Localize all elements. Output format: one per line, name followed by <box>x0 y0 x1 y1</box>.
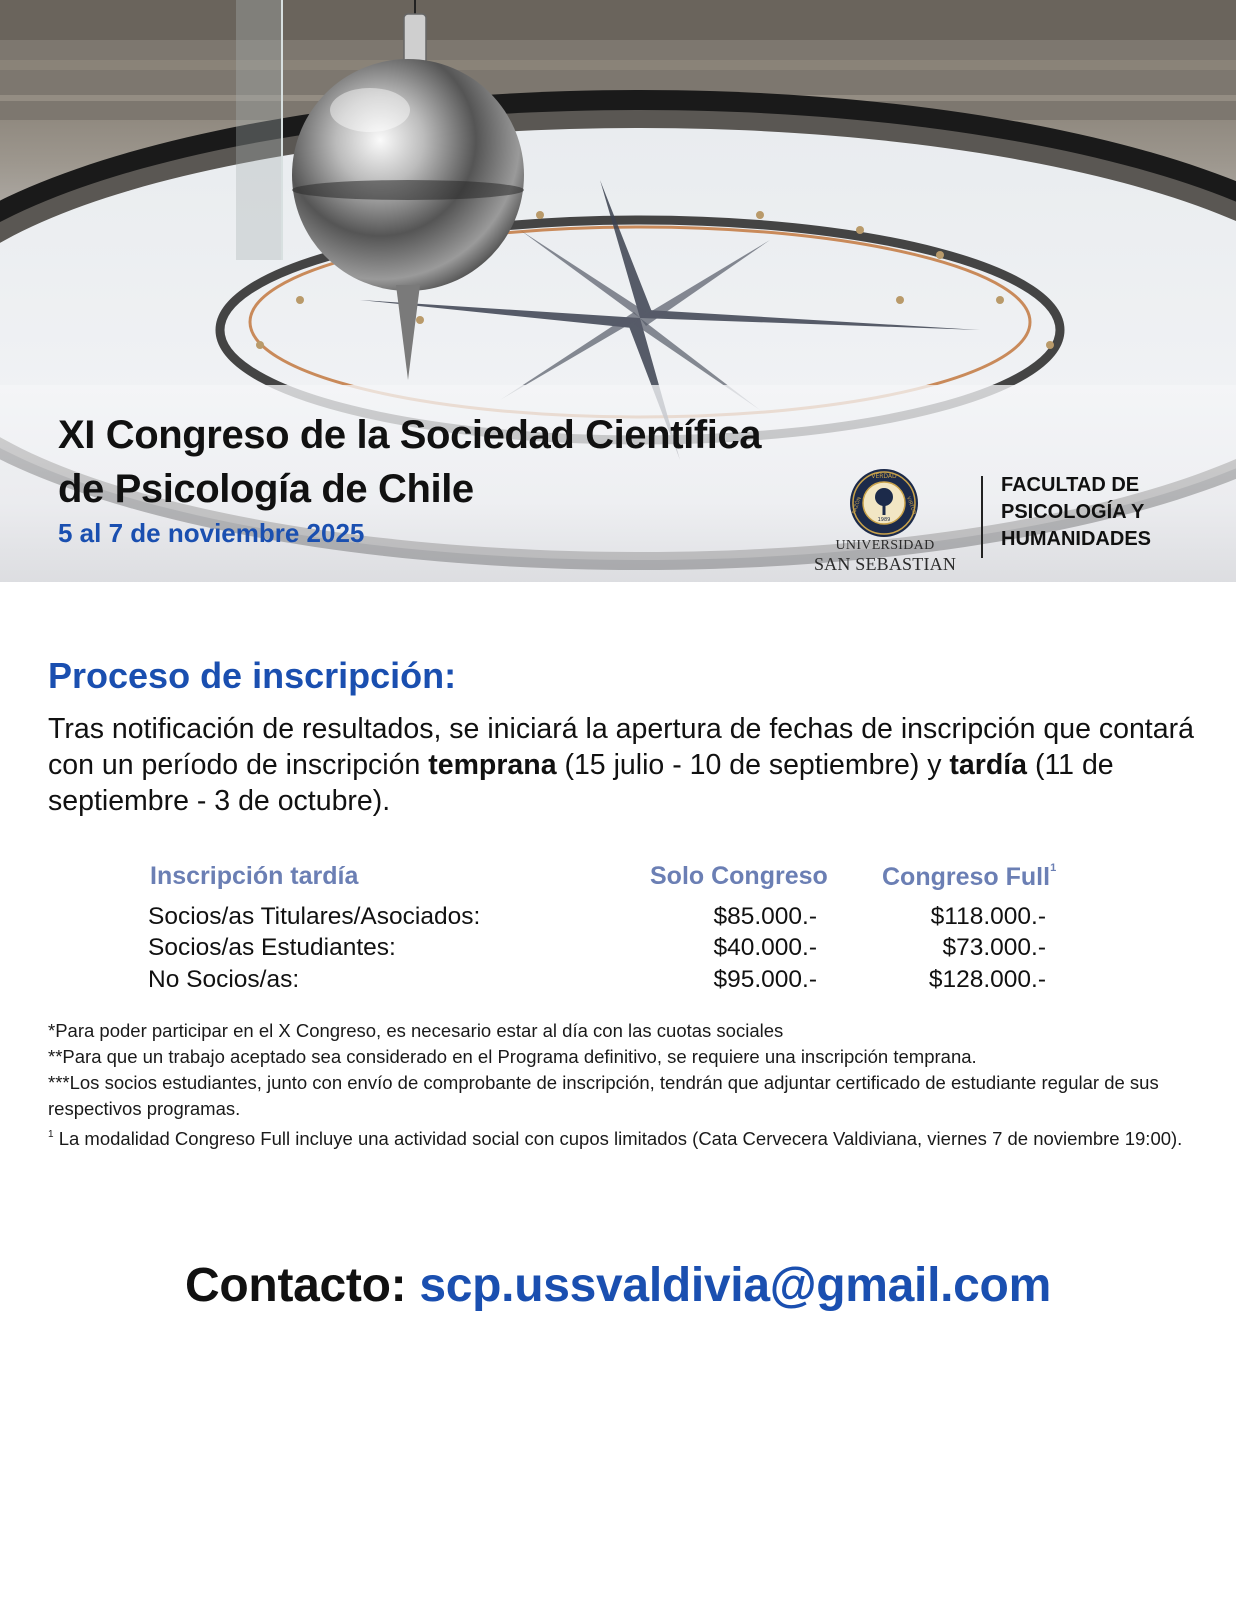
intro-text-2: (15 julio - 10 de septiembre) y <box>556 749 950 781</box>
university-name <box>800 537 970 573</box>
table-header-solo: Solo Congreso <box>650 862 828 890</box>
row-label: Socios/as Estudiantes: <box>148 934 396 961</box>
footnotes <box>48 1018 1198 1152</box>
title-line-2: de Psicología de Chile <box>58 467 474 511</box>
table-header-category: Inscripción tardía <box>150 862 359 890</box>
note-early-registration: **Para que un trabajo aceptado sea considerado en el Programa definitivo, se requiere una inscripción temprana. <box>48 1046 977 1067</box>
header-banner <box>0 0 1236 582</box>
registration-heading: Proceso de inscripción: <box>48 655 457 696</box>
row-label: No Socios/as: <box>148 966 300 993</box>
logo-divider <box>981 476 983 558</box>
note-congreso-full-text: La modalidad Congreso Full incluye una actividad social con cupos limitados (Cata Cervecera Valdiviana, viernes 7 de noviembre 19:00). <box>53 1128 1183 1149</box>
contact-line <box>0 1258 1236 1313</box>
event-dates: 5 al 7 de noviembre 2025 <box>58 518 365 548</box>
page-title <box>58 408 858 516</box>
intro-text-3: (11 de septiembre - 3 de octubre). <box>48 749 1114 817</box>
seal-year: 1989 <box>877 517 891 523</box>
table-header-full-footnote: 1 <box>1050 862 1057 874</box>
university-name-line-2: SAN SEBASTIAN <box>813 554 957 574</box>
price-solo: $40.000.- <box>713 934 817 961</box>
row-label: Socios/as Titulares/Asociados: <box>148 903 481 930</box>
intro-bold-late: tardía <box>949 749 1028 781</box>
faculty-line-1: FACULTAD DE <box>1001 474 1140 496</box>
seal-text-top: VERDAD <box>871 473 897 480</box>
intro-bold-early: temprana <box>428 749 557 781</box>
price-full: $73.000.- <box>942 934 1046 961</box>
registration-intro <box>48 711 1198 819</box>
price-solo: $85.000.- <box>713 903 817 930</box>
price-solo: $95.000.- <box>713 966 817 993</box>
university-seal-icon <box>849 468 919 538</box>
table-header-full-label: Congreso Full <box>882 863 1051 891</box>
title-line-1: XI Congreso de la Sociedad Científica <box>58 413 762 457</box>
note-congreso-full <box>48 1122 1198 1152</box>
faculty-name <box>1001 472 1201 553</box>
faculty-line-3: HUMANIDADES <box>1001 528 1151 550</box>
intro-text-1: Tras notificación de resultados, se iniciará la apertura de fechas de inscripción que contará con un período de inscripción <box>48 713 1194 781</box>
university-name-line-1: UNIVERSIDAD <box>835 538 935 553</box>
price-full: $128.000.- <box>928 966 1046 993</box>
note-student-certificate: ***Los socios estudiantes, junto con envío de comprobante de inscripción, tendrán que adjuntar certificado de estudiante regular de sus respectivos programas. <box>48 1072 1159 1119</box>
note-marker: 1 <box>48 1129 54 1140</box>
faculty-line-2: PSICOLOGÍA Y <box>1001 501 1145 523</box>
price-full: $118.000.- <box>930 903 1046 930</box>
note-membership: *Para poder participar en el X Congreso, es necesario estar al día con las cuotas sociales <box>48 1020 784 1041</box>
seal-text-left: RAZÓN <box>851 496 863 516</box>
seal-text-right: VIRTUD <box>904 495 917 516</box>
contact-label: Contacto: <box>185 1259 407 1312</box>
table-header-full <box>882 862 1056 892</box>
contact-email-link[interactable]: scp.ussvaldivia@gmail.com <box>419 1259 1051 1312</box>
